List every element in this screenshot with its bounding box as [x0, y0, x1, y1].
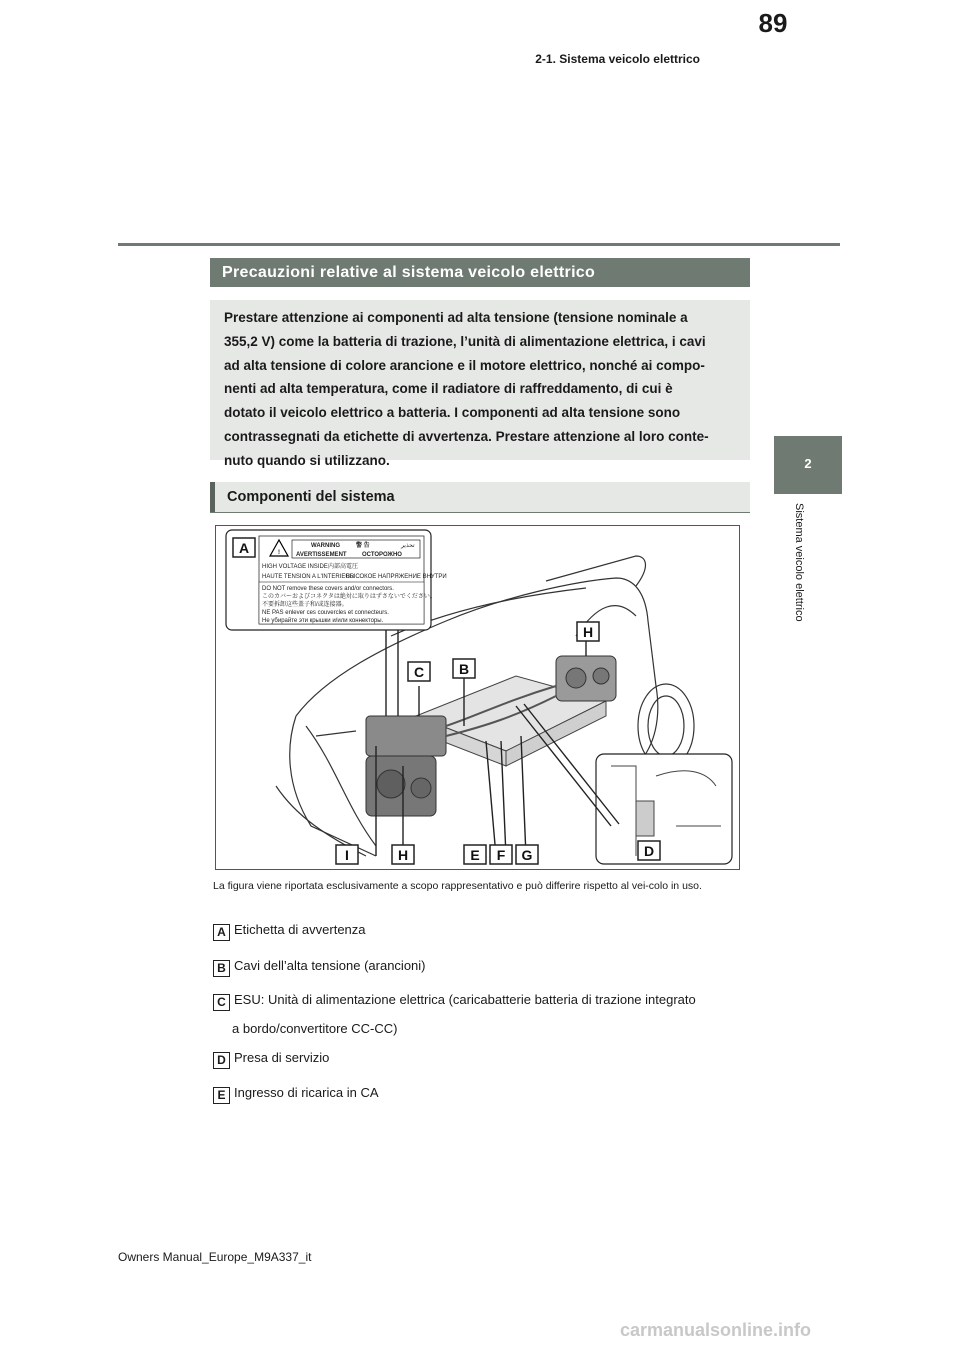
legend-text: ESU: Unità di alimentazione elettrica (caricabatterie batteria di trazione integrato [234, 992, 696, 1007]
warning-jp-text: 警 告 [356, 543, 370, 549]
figure-label-text: B [458, 661, 470, 677]
hv-jp-text: 内部高電圧 [328, 564, 359, 570]
legend-text: Etichetta di avvertenza [234, 922, 366, 937]
figure-label-text: H [397, 847, 409, 863]
jp2-text: 不要拆卸这些盖子和/或连接器。 [262, 602, 348, 608]
legend-badge: B [213, 960, 230, 977]
figure-label-text: F [496, 847, 506, 863]
label-C [408, 662, 430, 681]
warning-arabic-text: تحذير [401, 543, 415, 549]
label-E [464, 845, 486, 864]
precautions-line: nenti ad alta temperatura, come il radiatore di raffreddamento, di cui è [224, 381, 673, 397]
system-components-figure [215, 525, 740, 870]
footer-text: Owners Manual_Europe_M9A337_it [118, 1250, 312, 1264]
legend-item [213, 956, 773, 977]
label-H-rear [577, 622, 599, 641]
hv-fr-text: HAUTE TENSION A L'INTERIEUR [262, 574, 355, 580]
figure-label-text: A [238, 540, 250, 556]
precautions-line: dotato il veicolo elettrico a batteria. I componenti ad alta tensione sono [224, 405, 681, 421]
watermark: carmanualsonline.info [620, 1320, 812, 1340]
precautions-line: 355,2 V) come la batteria di trazione, l’unità di alimentazione elettrica, i cavi [224, 333, 706, 349]
section-header: 2-1. Sistema veicolo elettrico [535, 52, 700, 66]
figure-label-text: G [521, 847, 533, 863]
legend-badge: A [213, 924, 230, 941]
page-number: 89 [758, 8, 788, 38]
precautions-line: nuto quando si utilizzano. [224, 452, 390, 468]
legend-text: Presa di servizio [234, 1050, 330, 1065]
figure-caption: La figura viene riportata esclusivamente a scopo rappresentativo e può differire rispetto al vei-colo in uso. [213, 880, 702, 892]
hv-ru-text: ВЫСОКОЕ НАПРЯЖЕНИЕ ВНУТРИ [346, 574, 447, 580]
figure-label-text: C [413, 664, 425, 680]
hv-inside-text: HIGH VOLTAGE INSIDE [262, 564, 328, 570]
precautions-line: Prestare attenzione ai componenti ad alta tensione (tensione nominale a [224, 310, 688, 325]
precautions-box [210, 300, 750, 468]
figure-label-text: I [345, 847, 349, 863]
legend-badge: D [213, 1052, 230, 1069]
legend-text: Cavi dell’alta tensione (arancioni) [234, 958, 426, 973]
svg-text:!: ! [278, 550, 280, 556]
precautions-title: Precauzioni relative al sistema veicolo elettrico [210, 258, 750, 287]
chapter-tab [774, 436, 842, 494]
legend-badge: E [213, 1087, 230, 1104]
chapter-title: Sistema veicolo elettrico [793, 503, 805, 622]
chapter-number: 2 [804, 456, 812, 471]
ru-text: Не убирайте эти крышки и/или коннекторы. [262, 618, 384, 624]
precautions-line: contrassegnati da etichette di avvertenza. Prestare attenzione al loro conte- [224, 428, 709, 444]
label-G [516, 845, 538, 864]
label-A [233, 538, 255, 557]
header-rule [118, 243, 840, 246]
precautions-line: ad alta tensione di colore arancione e il motore elettrico, nonché ai compo- [224, 357, 705, 373]
legend-badge: C [213, 994, 230, 1011]
figure-label-text: D [643, 843, 655, 859]
warning-text: WARNING [311, 543, 340, 549]
car-illustration [216, 526, 739, 869]
avertissement-text: AVERTISSEMENT [296, 552, 347, 558]
jp1-text: このカバーおよびコネクタは絶対に取りはずさないでください。 [262, 594, 436, 600]
label-F [490, 845, 512, 864]
components-rule [210, 512, 750, 513]
figure-label-text: E [470, 847, 480, 863]
ostorozhno-text: ОСТОРОЖНО [362, 552, 402, 558]
label-D [638, 841, 660, 860]
legend-item [213, 920, 773, 941]
ne-pas-text: NE PAS enlever ces couvercles et connecteurs. [262, 610, 389, 616]
label-H-front [392, 845, 414, 864]
label-I [336, 845, 358, 864]
legend-text-cont: a bordo/convertitore CC-CC) [232, 1021, 398, 1036]
do-not-text: DO NOT remove these covers and/or connectors. [262, 586, 394, 592]
figure-label-text: H [582, 624, 594, 640]
legend-text: Ingresso di ricarica in CA [234, 1085, 379, 1100]
components-title: Componenti del sistema [210, 482, 750, 512]
label-B [453, 659, 475, 678]
legend-item [213, 1048, 773, 1069]
legend-item [213, 1083, 773, 1104]
legend-item [213, 990, 773, 1039]
